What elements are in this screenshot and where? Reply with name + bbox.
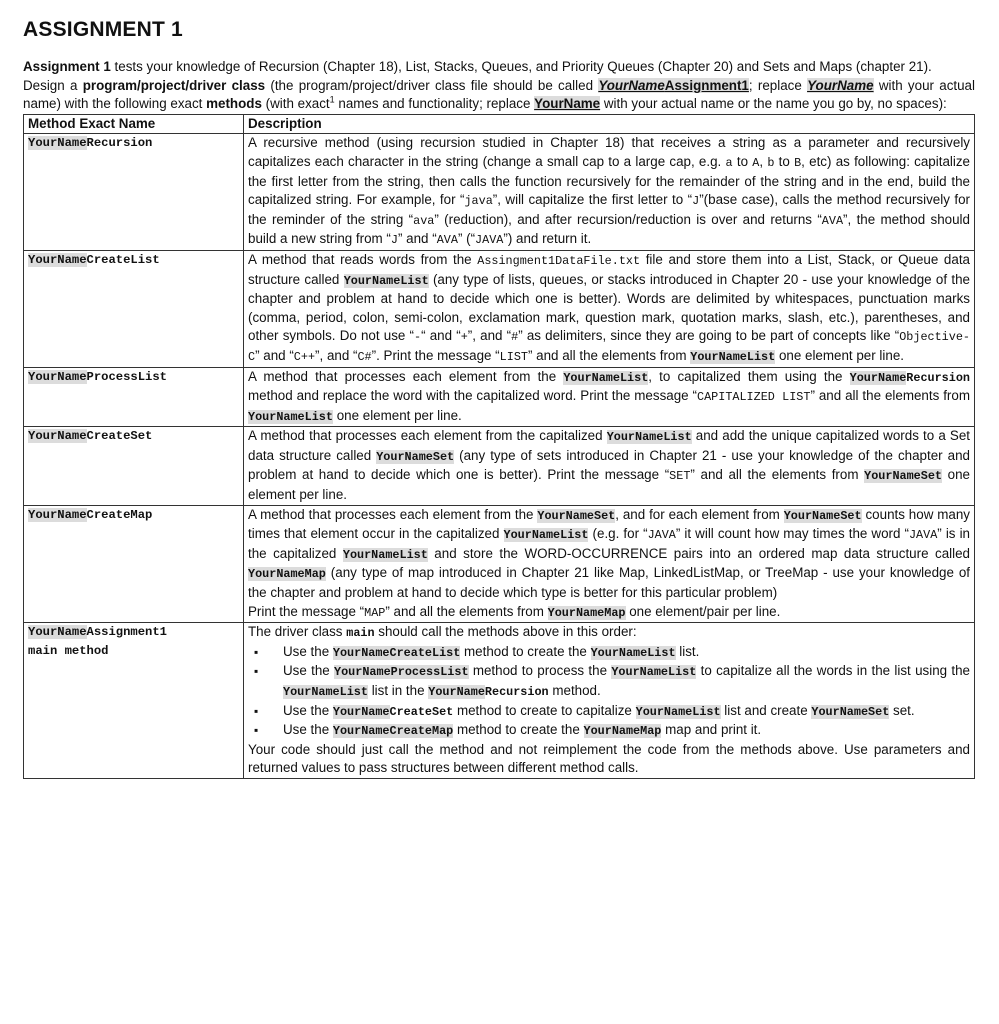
method-name-prefix: YourName [28,507,87,522]
method-name-process-list [24,367,244,427]
file-name-your-name: YourName [598,77,665,93]
code-text: AVA [436,233,458,248]
code-suffix: Recursion [484,685,549,699]
desc-text: (e.g. for “ [588,526,648,542]
method-name-suffix: Assignment1 [86,625,167,640]
code-suffix: List [667,665,697,680]
method-description-process-list [244,367,975,427]
code-suffix: ProcessList [390,665,469,680]
code-text: Objective-C [248,330,970,364]
intro-text: with your actual name) with the following exact [23,77,975,112]
header-method-name: Method Exact Name [24,114,244,134]
desc-text: The driver class [248,624,347,640]
desc-text: ”, and “ [467,328,512,344]
code-suffix: Map [304,567,326,582]
desc-text: Use the [283,702,333,718]
method-name-prefix: YourName [28,252,87,267]
code-highlight [690,350,775,364]
method-name-suffix: CreateList [86,252,160,267]
code-text: JAVA [647,528,676,543]
code-text: JAVA [908,528,938,543]
code-prefix: YourName [811,704,869,719]
desc-text: method to process the [468,663,612,679]
desc-text: Use the [283,722,333,738]
desc-text: A method that reads words from the [248,251,478,267]
method-name-suffix: CreateMap [86,507,153,522]
code-prefix: YourName [376,449,433,464]
desc-text: Print the message “ [248,603,365,619]
code-suffix: Set [432,449,455,464]
desc-text: ” and all the elements from [527,347,691,363]
code-text: + [460,330,468,345]
code-suffix: Set [920,469,943,484]
code-prefix: YourName [332,704,390,719]
table-row [24,367,975,427]
code-text: C# [357,349,372,364]
table-header-row [24,114,975,134]
method-description-create-list [244,250,975,367]
desc-text: method to create to capitalize [453,702,636,718]
code-prefix: YourName [563,370,620,385]
desc-text: one element per line. [332,407,462,423]
intro-bold: methods [206,96,262,112]
your-name-text: YourName [807,77,874,93]
desc-text: and store the WORD-OCCURRENCE pairs into an ordered map data structure called [427,545,970,561]
code-text: a [725,155,733,170]
code-text: - [414,330,422,345]
method-description-create-set [244,427,975,505]
code-prefix: YourName [248,409,305,424]
desc-text: ” and “ [397,231,437,247]
methods-table [23,114,975,779]
method-description-main [244,623,975,779]
code-prefix: YourName [635,704,693,719]
method-name-prefix: YourName [28,429,87,444]
code-suffix: CreateSet [389,704,454,719]
list-item [248,643,970,663]
code-suffix: List [647,645,676,660]
desc-text: ”, will capitalize the first letter to “ [492,192,693,208]
desc-text: and add the unique capitalized words to a Set data structure called [248,428,970,463]
intro-bold: program/project/driver class [82,77,266,93]
desc-text: one element per line. [775,347,904,363]
code-text: J [390,233,398,248]
code-highlight [563,371,648,385]
code-prefix: YourName [537,508,594,523]
code-text: main [346,626,375,641]
method-description-create-map [244,505,975,623]
code-prefix: YourName [342,547,400,562]
intro-paragraph-2 [23,77,975,114]
desc-text: list. [675,643,700,659]
desc-text: ”. Print the message “ [371,347,500,363]
intro-text: (with exact [261,96,330,112]
desc-text: ”, and “ [315,347,358,363]
list-item [248,702,970,722]
code-suffix: List [746,349,776,364]
desc-text: A method that processes each element from the capitalized [248,428,607,444]
code-suffix: List [400,273,429,288]
code-text: J [692,194,700,209]
intro-text: names and functionality; replace [334,96,535,112]
desc-text: one element/pair per line. [625,603,781,619]
code-highlight [548,606,626,620]
code-suffix: List [399,547,428,562]
desc-text: set. [889,702,915,718]
table-row [24,623,975,779]
desc-text: A recursive method (using recursion studied in Chapter 18) that receives a string as a parameter and recursively capitalizes each character in the string (change a small cap to a large cap, e.g. [248,135,970,169]
code-suffix: List [692,704,721,719]
desc-text: Use the [283,643,333,659]
code-text: LIST [499,349,528,364]
header-description: Description [244,114,975,134]
code-highlight [607,430,692,444]
your-name-placeholder [807,78,873,93]
desc-text: , etc) as following: capitalize the first letter from the string, then calls the function recursively for the remainder of the string and in the end, build the capitalized string. For example, for “ [248,153,970,208]
code-prefix: YourName [583,724,641,739]
method-name-suffix: Recursion [86,136,153,151]
code-prefix: YourName [428,685,485,699]
main-closing: Your code should just call the method and not reimplement the code from the methods above. Use parameters and returned values to pass structures between different method calls. [248,741,970,776]
desc-text: ”(base case), calls the method recursively for the reminder of the string “ [248,192,970,227]
desc-text: Use the [283,663,335,679]
method-description-recursion [244,134,975,251]
desc-text: (any type of sets introduced in Chapter 21 - use your knowledge of the chapter and problem at hand to decide which one is better). Print the message “ [248,447,970,483]
list-item [248,662,970,701]
page-title: ASSIGNMENT 1 [23,18,183,41]
code-prefix: YourName [283,685,340,699]
code-highlight [537,509,615,523]
intro-text: (the program/project/driver class file should be called [265,77,599,93]
file-name [598,78,749,93]
code-suffix: Map [604,605,626,620]
desc-text: , and for each element from [615,506,784,522]
list-item [248,721,970,741]
method-name-suffix: ProcessList [86,369,167,384]
code-highlight [248,410,333,424]
desc-text: ”) and return it. [503,231,592,247]
code-text: JAVA [475,233,504,248]
desc-text: to capitalize all the words in the list using the [696,663,970,679]
code-prefix: YourName [332,724,390,739]
code-text: C++ [293,349,316,364]
method-name-recursion [24,134,244,251]
intro-text: tests your knowledge of Recursion (Chapter 18), List, Stacks, Queues, and Priority Queues (Chapter 20) and Sets and Maps (chapter 21). [110,59,932,74]
code-highlight [864,469,942,483]
desc-text: to [732,153,753,169]
desc-text: ” (reduction), and after recursion/reduction is over and returns “ [434,211,822,227]
desc-text: A method that processes each element from the [248,368,564,384]
code-suffix: List [663,430,692,445]
table-row [24,134,975,251]
desc-text: method to create the [460,643,591,659]
code-suffix: Set [594,508,616,523]
method-name-prefix: YourName [28,136,87,151]
intro-paragraph-1 [23,58,975,77]
assignment-page [23,18,975,779]
code-prefix: YourName [783,508,841,523]
code-text: MAP [364,605,386,620]
desc-text: ” as delimiters, since they are going to be part of concepts like “ [518,328,900,344]
code-suffix: CreateList [389,645,461,660]
method-name-create-list [24,250,244,367]
code-prefix: YourName [547,605,605,620]
code-suffix: Set [840,508,862,523]
code-text: B [794,155,802,170]
code-text: Assingment1DataFile.txt [477,253,641,268]
table-row [24,505,975,623]
code-text: A [752,155,760,170]
method-name-suffix: CreateSet [86,429,153,444]
intro-text: Design a [23,77,83,93]
code-prefix: YourName [343,273,401,288]
intro-text: with your actual name or the name you go by, no spaces): [600,96,947,112]
code-prefix: YourName [690,349,747,364]
method-name-create-set [24,427,244,505]
code-text: b [767,155,775,170]
code-prefix: YourName [332,645,390,660]
code-text: SET [669,469,691,484]
code-prefix: YourName [590,645,648,660]
desc-text: map and print it. [661,722,762,738]
code-highlight [850,371,970,385]
desc-text: list in the [367,683,429,698]
desc-text: counts how many times that element occur in the capitalized [248,506,971,542]
desc-text: ” it will count how may times the word “ [675,526,909,542]
code-text: CAPITALIZED LIST [697,390,811,405]
main-intro [248,623,970,643]
code-prefix: YourName [849,370,907,385]
code-prefix: YourName [248,567,305,582]
method-name-prefix: YourName [28,369,87,384]
method-name-line2: main method [28,643,109,658]
desc-text: method and replace the word with the capitalized word. Print the message “ [248,388,697,404]
code-highlight [376,450,454,464]
desc-text: to [774,153,795,169]
code-text: java [464,194,493,209]
code-text: ava [413,213,435,228]
code-suffix: List [304,409,333,424]
code-text: AVA [821,213,844,228]
intro-lead: Assignment 1 [23,59,111,74]
footnote-marker: 1 [329,94,335,105]
desc-text: “ and “ [421,328,461,344]
method-name-create-map [24,505,244,623]
code-highlight [504,528,589,542]
desc-text: should call the methods above in this order: [374,624,637,640]
code-highlight [248,567,326,581]
desc-text: (any type of lists, queues, or stacks introduced in Chapter 20 - use your knowledge of the chapter and problem at hand to decide which one is better). Words are delimited by whitespaces, punctuation marks (comma, period, colon, semi-colon, exclamation mark, question mark, quotation marks, slash, etc.), parentheses, and other symbols. Do not use “ [248,271,970,344]
desc-text: ” and all the elements from [690,467,865,483]
intro-text: ; replace [748,77,808,93]
code-text: # [511,330,519,345]
code-prefix: YourName [864,469,921,484]
code-suffix: Map [640,724,662,739]
desc-text: method to create the [453,722,584,738]
code-suffix: Recursion [906,370,970,385]
desc-text: ” is in the capitalized [248,526,970,561]
desc-text: ” and all the elements from [810,388,970,404]
your-name-placeholder: YourName [534,96,601,112]
code-prefix: YourName [606,430,664,445]
code-prefix: YourName [503,528,561,543]
desc-text: , to capitalized them using the [648,368,850,384]
method-name-prefix: YourName [28,625,87,640]
code-suffix: Set [868,704,890,719]
file-name-suffix: Assignment1 [664,77,749,93]
code-prefix: YourName [334,665,391,680]
code-suffix: List [619,370,649,385]
desc-text: (any type of map introduced in Chapter 21 like Map, LinkedListMap, or TreeMap - use your knowledge of the chapter and problem at hand to decide which type is better for this particular problem) [248,565,970,601]
code-prefix: YourName [611,665,668,680]
code-highlight [344,274,429,288]
desc-text: , [759,153,768,169]
desc-text: file and store them into a List, Stack, or Queue data structure called [248,251,970,287]
code-suffix: List [560,528,589,543]
desc-text: list and create [720,702,812,718]
desc-text: one element per line. [248,467,970,503]
method-name-main [24,623,244,779]
code-suffix: List [339,685,368,699]
code-highlight [784,509,862,523]
desc-text: ”, the method should build a new string from “ [248,211,970,247]
desc-text: ” (“ [457,231,476,247]
desc-text: ” and all the elements from [385,603,548,619]
code-highlight [343,548,428,562]
table-row [24,427,975,505]
desc-text: A method that processes each element from the [248,506,538,522]
code-suffix: CreateMap [389,724,454,739]
desc-text: ” and “ [255,347,294,363]
table-row [24,250,975,367]
desc-text: method. [548,683,601,698]
steps-list [248,643,970,741]
